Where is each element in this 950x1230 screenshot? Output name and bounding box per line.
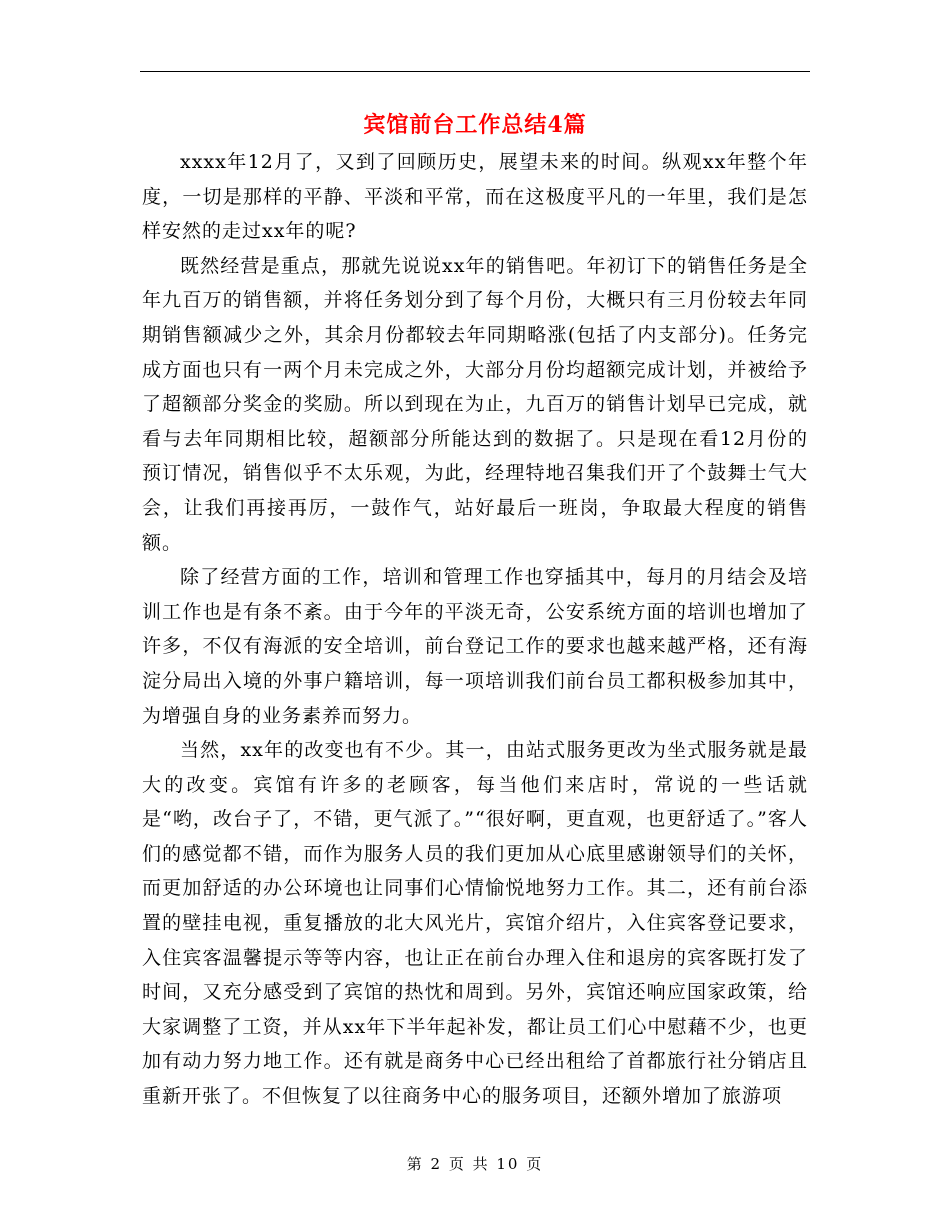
page-number-footer: 第 2 页 共 10 页: [406, 1155, 544, 1173]
paragraph-4: 当然，xx年的改变也有不少。其一，由站式服务更改为坐式服务就是最大的改变。宾馆有许多的老顾客，每当他们来店时，常说的一些话就是“哟，改台子了，不错，更气派了。”“很好啊，更直观，也更舒适了。”客人们的感觉都不错，而作为服务人员的我们更加从心底里感谢领导们的关怀，而更加舒适的办公环境也让同事们心情愉悦地努力工作。其二，还有前台添置的壁挂电视，重复播放的北大风光片，宾馆介绍片，入住宾客登记要求，入住宾客温馨提示等等内容，也让正在前台办理入住和退房的宾客既打发了时间，又充分感受到了宾馆的热忱和周到。另外，宾馆还响应国家政策，给大家调整了工资，并从xx年下半年起补发，都让员工们心中慰藉不少，也更加有动力努力地工作。还有就是商务中心已经出租给了首都旅行社分销店且重新开张了。不但恢复了以往商务中心的服务项目，还额外增加了旅游项: [142, 739, 808, 1108]
document-title: 宾馆前台工作总结4篇: [363, 112, 587, 138]
header-rule: [140, 71, 810, 72]
paragraph-3: 除了经营方面的工作，培训和管理工作也穿插其中，每月的月结会及培训工作也是有条不紊。由于今年的平淡无奇，公安系统方面的培训也增加了许多，不仅有海派的安全培训，前台登记工作的要求也越来越严格，还有海淀分局出入境的外事户籍培训，每一项培训我们前台员工都积极参加其中，为增强自身的业务素养而努力。: [142, 566, 808, 727]
document-body: [142, 145, 808, 1114]
paragraph-2: 既然经营是重点，那就先说说xx年的销售吧。年初订下的销售任务是全年九百万的销售额，并将任务划分到了每个月份，大概只有三月份较去年同期销售额减少之外，其余月份都较去年同期略涨(包括了内支部分)。任务完成方面也只有一两个月未完成之外，大部分月份均超额完成计划，并被给予了超额部分奖金的奖励。所以到现在为止，九百万的销售计划早已完成，就看与去年同期相比较，超额部分所能达到的数据了。只是现在看12月份的预订情况，销售似乎不太乐观，为此，经理特地召集我们开了个鼓舞士气大会，让我们再接再厉，一鼓作气，站好最后一班岗，争取最大程度的销售额。: [142, 254, 808, 554]
paragraph-1: xxxx年12月了，又到了回顾历史，展望未来的时间。纵观xx年整个年度，一切是那样的平静、平淡和平常，而在这极度平凡的一年里，我们是怎样安然的走过xx年的呢?: [142, 151, 808, 243]
